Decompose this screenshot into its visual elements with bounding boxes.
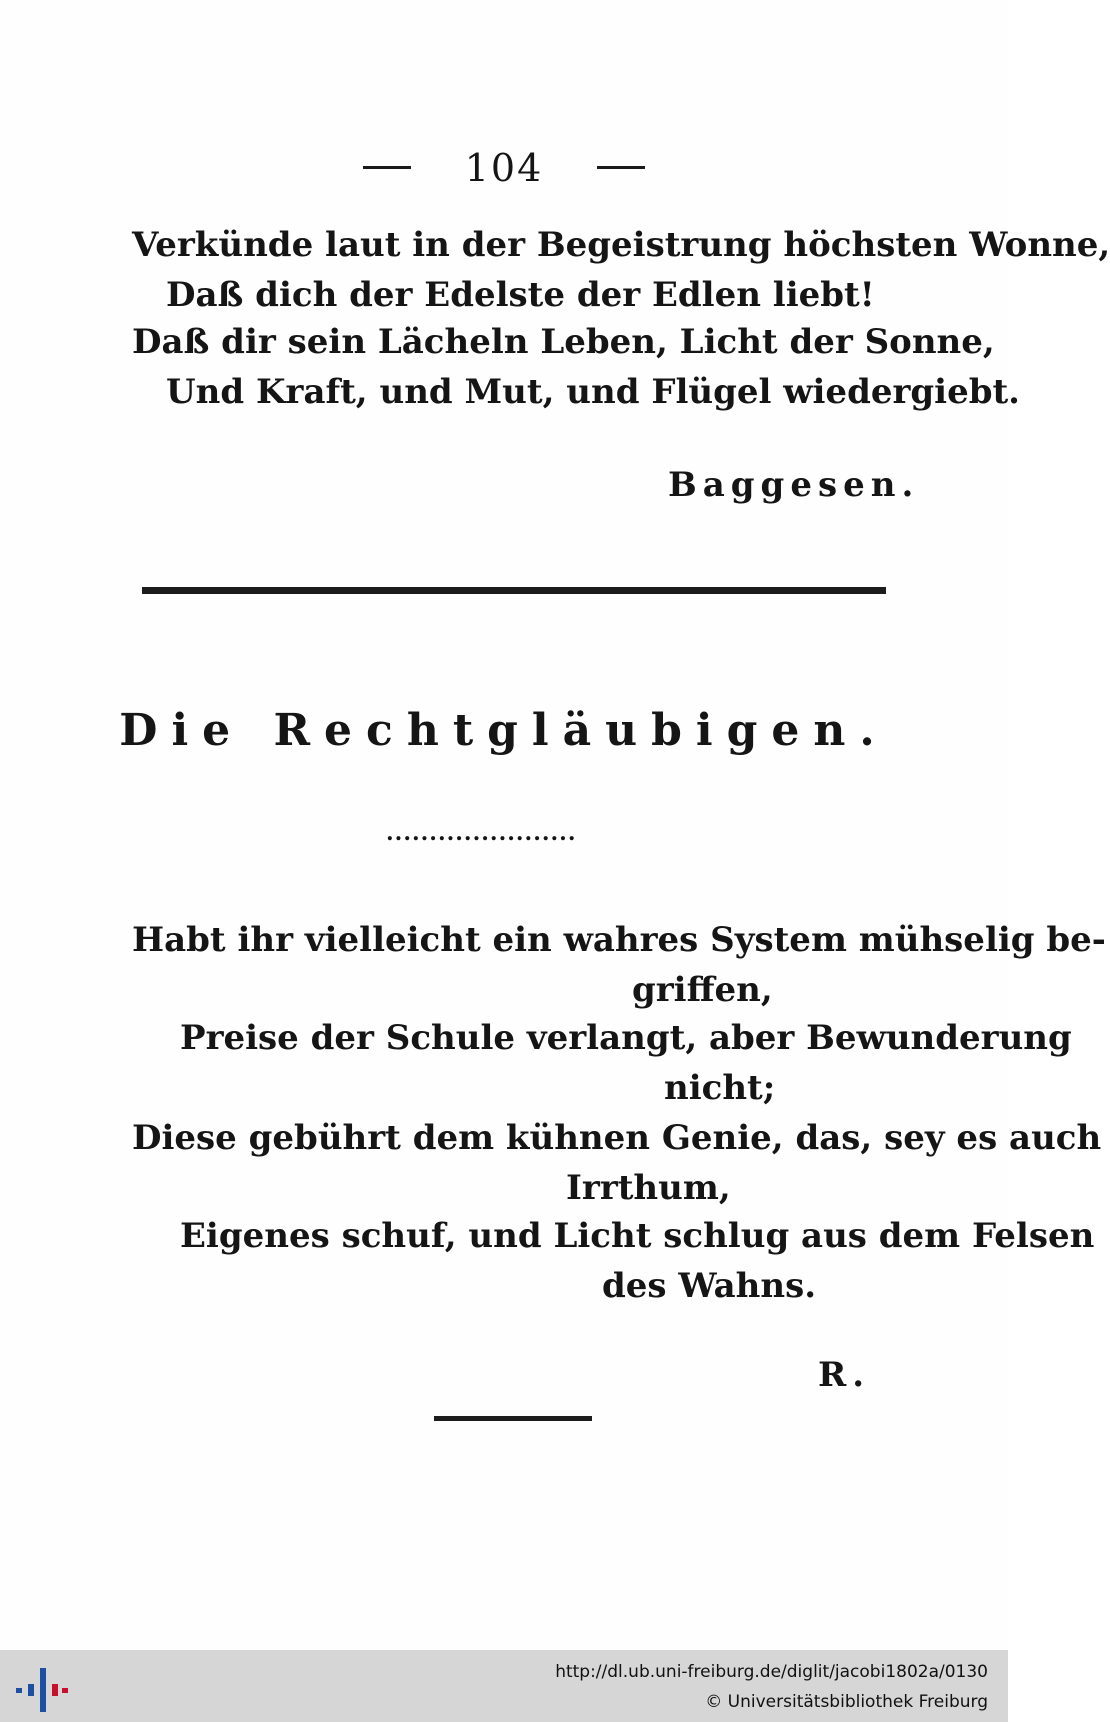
stanza2-line-3: Diese gebührt dem kühnen Genie, das, sey es auch	[132, 1118, 1102, 1158]
stanza1-line-3: Daß dir sein Lächeln Leben, Licht der Sonne,	[132, 322, 995, 362]
dash-left	[363, 166, 411, 169]
stanza2-line-2: Preise der Schule verlangt, aber Bewunderung	[180, 1018, 1072, 1058]
stanza1-line-1: Verkünde laut in der Begeistrung höchsten Wonne,	[132, 225, 1110, 265]
footer-copyright: © Universitätsbibliothek Freiburg	[705, 1692, 988, 1712]
author-r: R.	[818, 1355, 871, 1395]
author-baggesen: Baggesen.	[668, 465, 920, 505]
stanza1-line-4: Und Kraft, und Mut, und Flügel wiedergiebt.	[166, 372, 1021, 412]
stanza1-line-2: Daß dich der Edelste der Edlen liebt!	[166, 275, 875, 315]
poem-title: Die Rechtgläubigen.	[119, 705, 889, 756]
ub-freiburg-logo-icon[interactable]	[12, 1664, 68, 1714]
stanza2-line-2-cont: nicht;	[664, 1068, 776, 1108]
stanza2-line-4: Eigenes schuf, und Licht schlug aus dem Felsen	[180, 1216, 1095, 1256]
stanza2-line-4-cont: des Wahns.	[602, 1266, 817, 1306]
footer-bar	[0, 1650, 1008, 1722]
stanza2-line-1: Habt ihr vielleicht ein wahres System mühselig be-	[132, 920, 1106, 960]
dotted-ornament: ......................	[386, 820, 577, 846]
section-divider	[142, 587, 886, 594]
footer-url-link[interactable]: http://dl.ub.uni-freiburg.de/diglit/jacobi1802a/0130	[555, 1662, 988, 1682]
page-number-row	[0, 142, 1008, 190]
page-number: 104	[464, 145, 544, 190]
end-rule	[434, 1416, 592, 1421]
dash-right	[597, 166, 645, 169]
stanza2-line-1-cont: griffen,	[632, 970, 773, 1010]
stanza2-line-3-cont: Irrthum,	[566, 1168, 731, 1208]
